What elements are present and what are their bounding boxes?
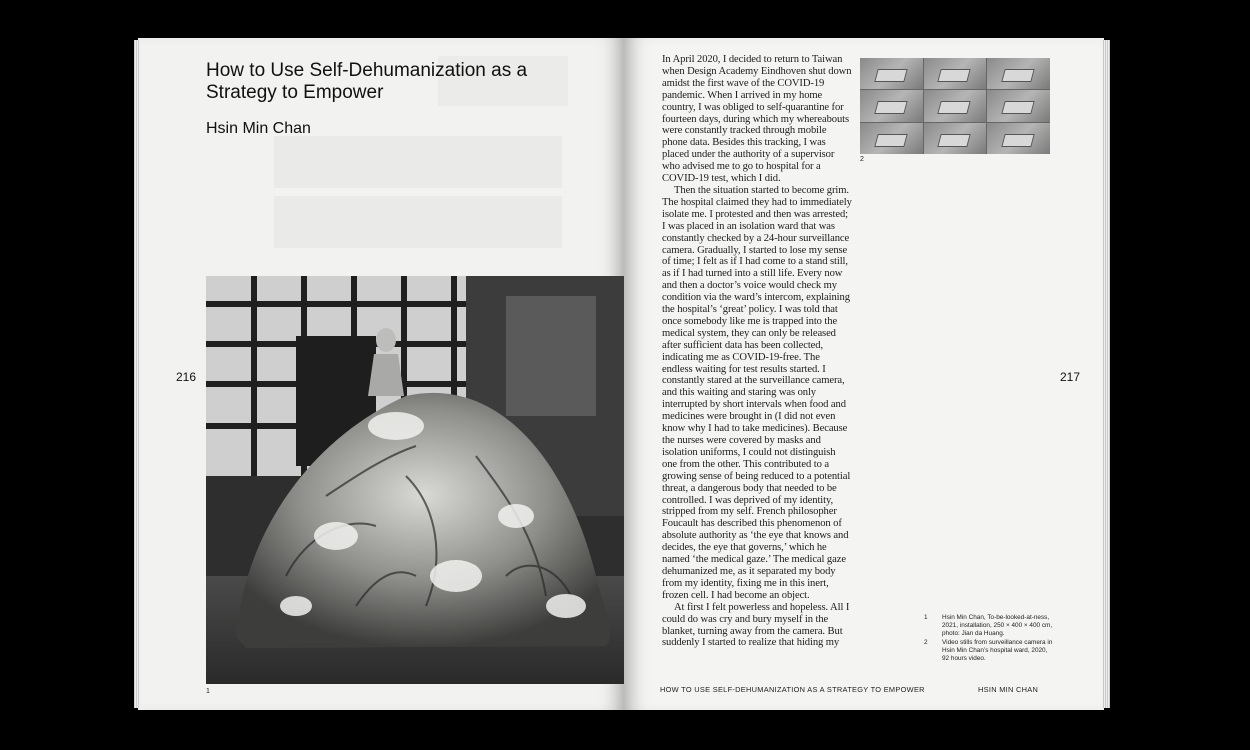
caption-number: 2 — [924, 639, 928, 647]
caption-1 — [924, 614, 1054, 637]
caption-number: 1 — [924, 614, 928, 621]
page-number-right: 217 — [1060, 370, 1081, 384]
figure-number-2: 2 — [860, 156, 864, 163]
right-page — [624, 38, 1104, 710]
installation-photo-art — [206, 276, 624, 684]
video-still — [860, 90, 923, 121]
article-author: Hsin Min Chan — [206, 120, 311, 137]
figure-captions — [924, 614, 1054, 665]
video-still — [987, 90, 1050, 121]
caption-2 — [924, 639, 1054, 662]
page-edges-left — [134, 40, 140, 708]
show-through-image — [274, 136, 562, 188]
video-still — [860, 58, 923, 89]
page-edges-right — [1102, 40, 1110, 708]
caption-text: Video stills from surveillance camera in Hsin Min Chan’s hospital ward, 2020, 92 hours video. — [942, 639, 1053, 662]
caption-text: Hsin Min Chan, To-be-looked-at-ness, 2021, installation, 250 × 400 × 400 cm, photo: Jian da Huang. — [942, 614, 1053, 637]
video-still — [924, 58, 987, 89]
video-still — [860, 123, 923, 154]
video-still — [924, 90, 987, 121]
video-still — [924, 123, 987, 154]
article-title: How to Use Self-Dehumanization as a Strategy to Empower — [206, 60, 528, 103]
show-through-image — [274, 196, 562, 248]
video-still — [987, 58, 1050, 89]
video-still — [987, 123, 1050, 154]
left-page — [138, 38, 624, 710]
body-text — [662, 54, 852, 649]
running-author: HSIN MIN CHAN — [978, 685, 1039, 694]
page-number-left: 216 — [176, 370, 197, 384]
book-spread — [138, 38, 1104, 710]
running-title: HOW TO USE SELF-DEHUMANIZATION AS A STRATEGY TO EMPOWER — [660, 685, 925, 694]
paragraph-2: Then the situation started to become grim. The hospital claimed they had to immediately isolate me. I protested and then was arrested; I was placed in an isolation ward that was constantly checked by a 24-hour surveillance camera. Gradually, I started to lose my sense of time; I felt as if I had come to a stand still, as if I had turned into a still life. Every now and then a doctor’s voice would check my condition via the ward’s intercom, explaining the hospital’s ‘great’ policy. I was told that once somebody like me is trapped into the medical system, they can only be released after sufficient data has been collected, indicating me as COVID-19-free. The endless waiting for test results started. I constantly stared at the surveillance camera, and this waiting and staring was only interrupted by short intervals when food and medicines were brought in (I did not even know why I had to take medicines). Because the nurses were covered by masks and isolation uniforms, I could not distinguish one from the other. This contributed to a growing sense of being reduced to a potential threat, a dangerous body that needed to be controlled. I was deprived of my identity, stripped from my self. French philosopher Foucault has described this phenomenon of absolute authority as ‘the eye that knows and decides, the eye that governs,’ which he named ‘the medical gaze.’ The medical gaze dehumanized me, as it separated my body from my identity, fixing me in this inert, frozen cell. I had become an object. — [662, 184, 852, 601]
installation-photo — [206, 276, 624, 684]
paragraph-3: At first I felt powerless and hopeless. All I could do was cry and bury myself in the blanket, turning away from the camera. But suddenly I started to realize that hiding my — [662, 601, 850, 649]
paragraph-1: In April 2020, I decided to return to Taiwan when Design Academy Eindhoven shut down amidst the first wave of the COVID-19 pandemic. When I arrived in my home country, I was obliged to self-quarantine for fourteen days, during which my whereabouts were constantly tracked through mobile phone data. Besides this tracking, I was placed under the authority of a supervisor who advised me to go to hospital for a COVID-19 test, which I did. — [662, 54, 852, 185]
figure-number-1: 1 — [206, 688, 210, 695]
surveillance-video-stills — [860, 58, 1050, 154]
